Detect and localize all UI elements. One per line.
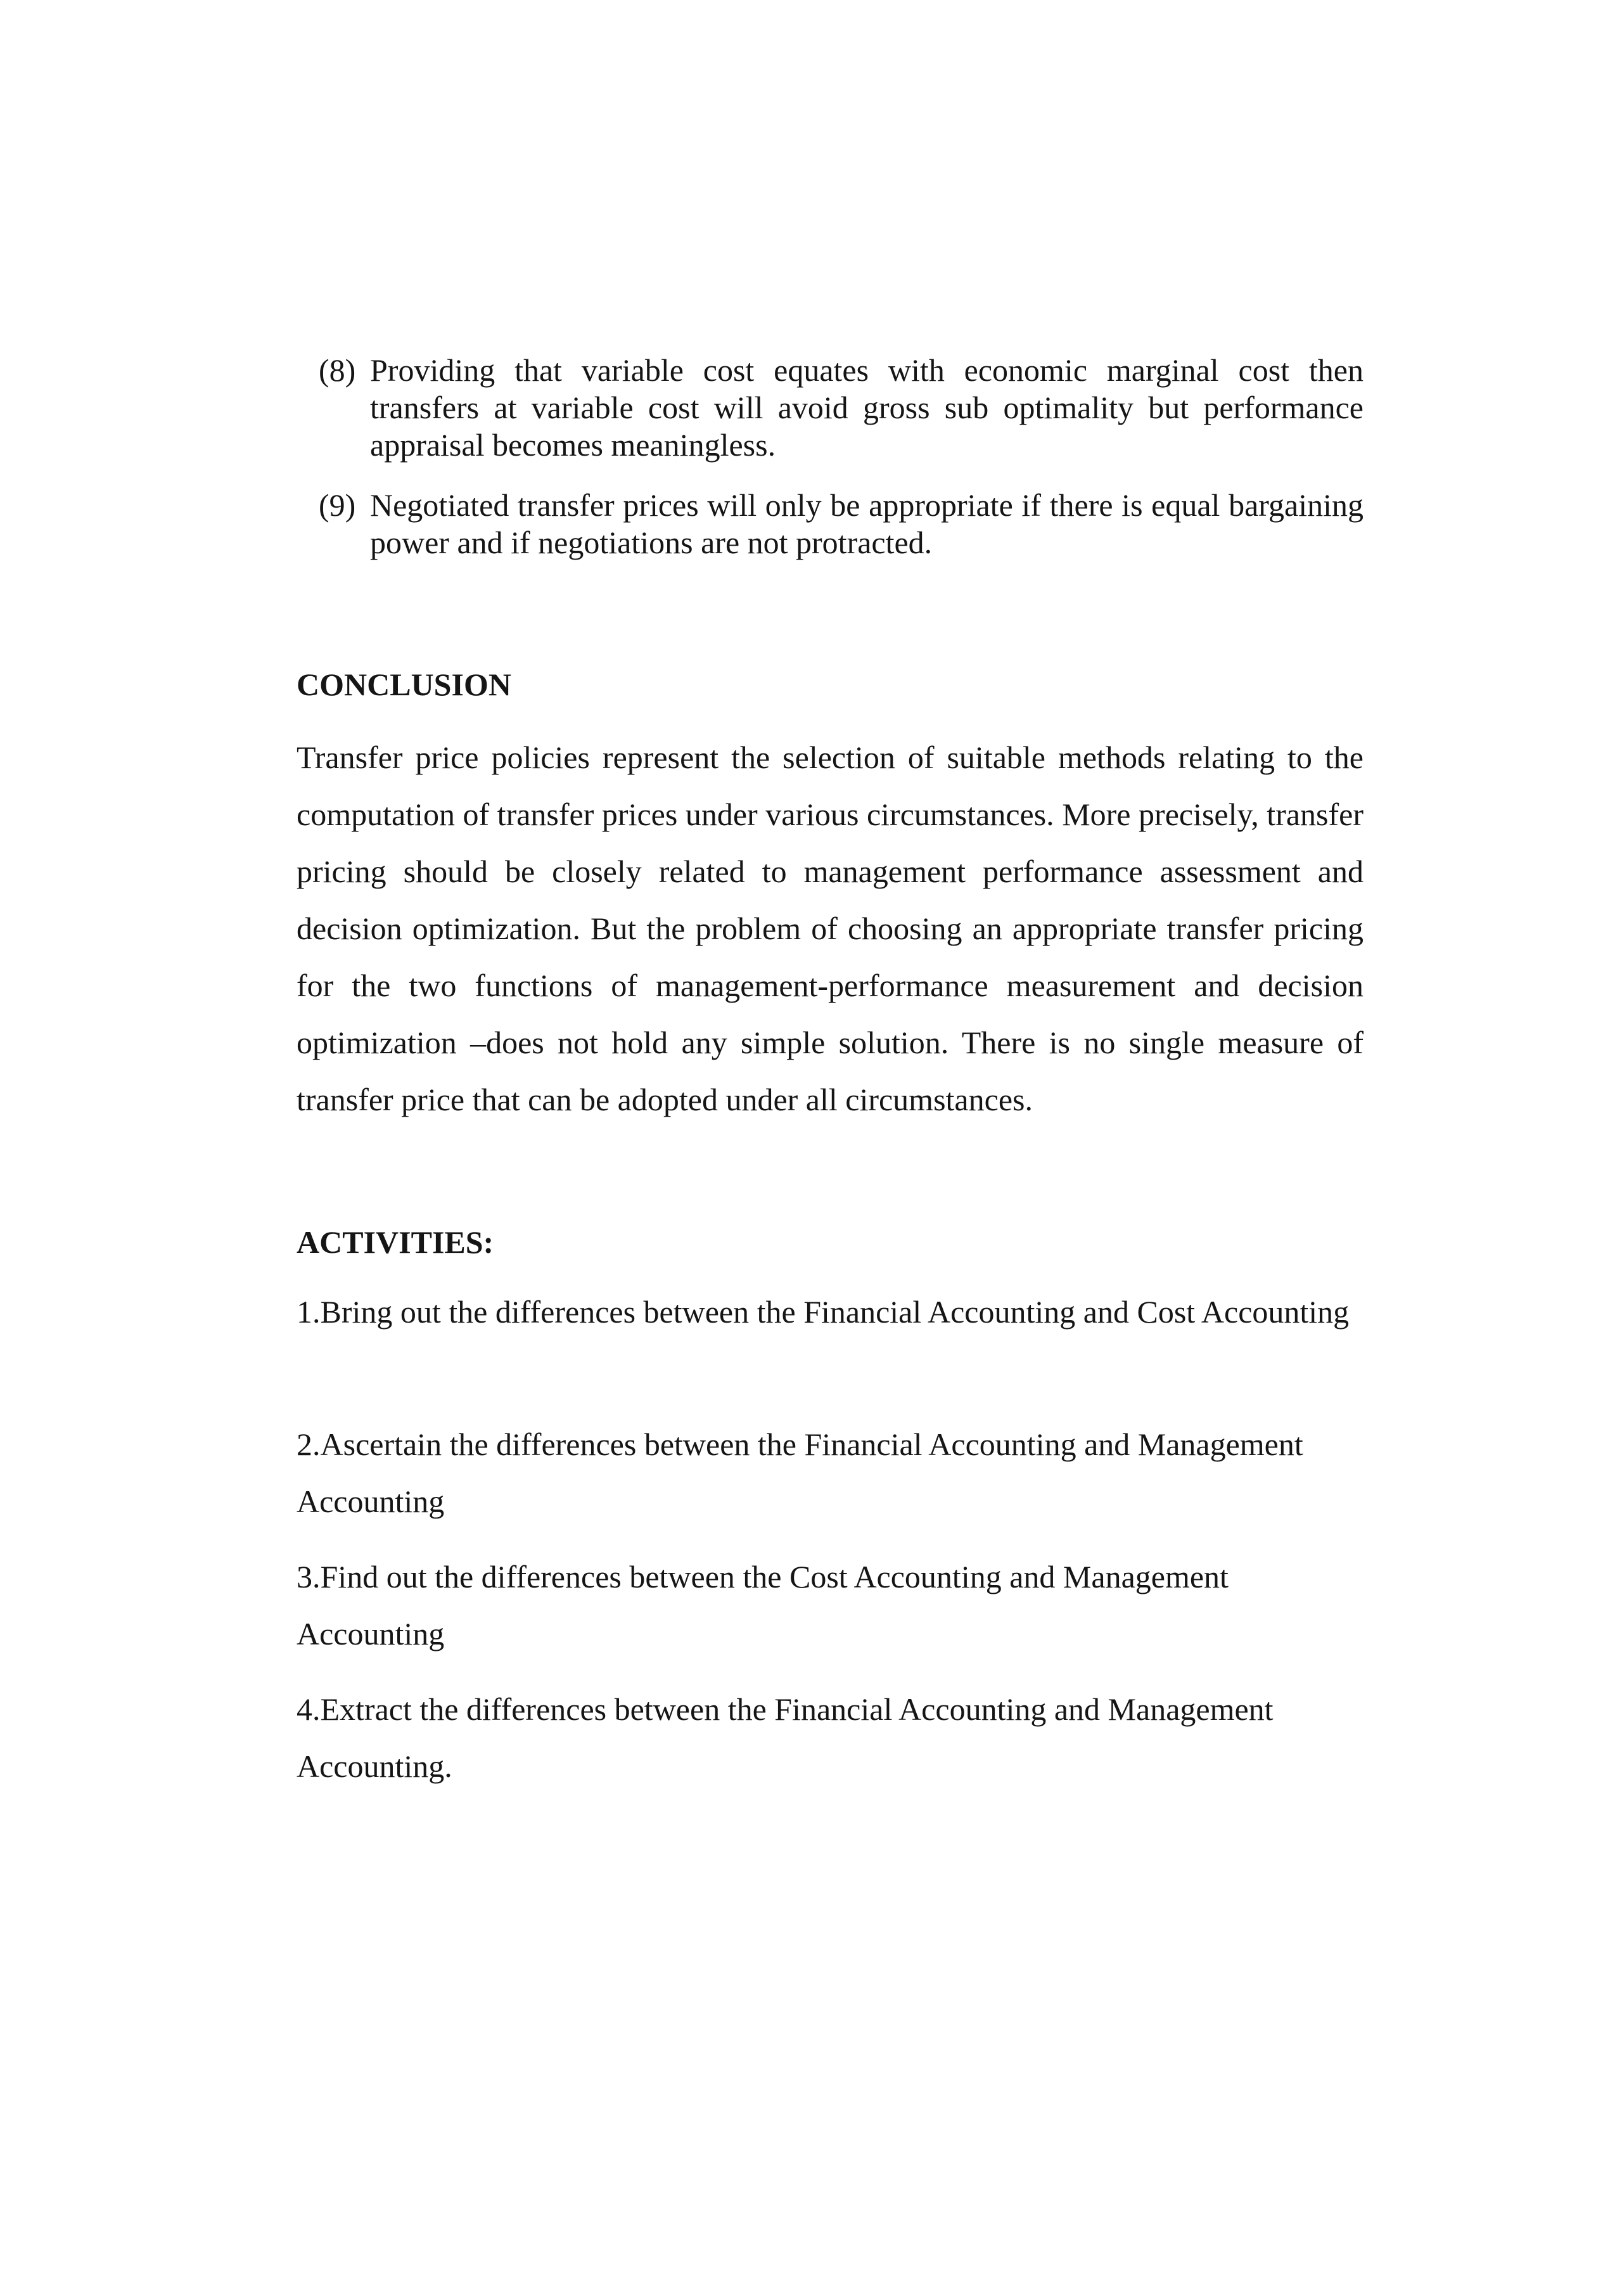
conclusion-heading: CONCLUSION xyxy=(297,667,511,702)
activity-item-4: 4.Extract the differences between the Financial Accounting and Management Accounting. xyxy=(297,1691,1274,1784)
activities-heading: ACTIVITIES: xyxy=(297,1224,494,1260)
list-item-9 xyxy=(319,487,1363,561)
list-item-number: (8) xyxy=(319,352,356,388)
list-item-text: Providing that variable cost equates with economic marginal cost then transfers at variable cost will avoid gross sub optimality but performance appraisal becomes meaningless. xyxy=(370,352,1363,463)
list-item-number: (9) xyxy=(319,487,356,523)
activity-item-1: 1.Bring out the differences between the Financial Accounting and Cost Accounting xyxy=(297,1294,1350,1330)
list-item-text: Negotiated transfer prices will only be appropriate if there is equal bargaining power and if negotiations are not protracted. xyxy=(370,487,1363,560)
activity-item-2: 2.Ascertain the differences between the Financial Accounting and Management Accounting xyxy=(297,1427,1303,1519)
conclusion-paragraph: Transfer price policies represent the selection of suitable methods relating to the computation of transfer prices under various circumstances. More precisely, transfer pricing should be closely related to management performance assessment and decision optimization. But the problem of choosing an appropriate transfer pricing for the two functions of management-performance measurement and decision optimization –does not hold any simple solution. There is no single measure of transfer price that can be adopted under all circumstances. xyxy=(297,740,1363,1117)
list-item-8 xyxy=(319,352,1363,464)
activity-item-3: 3.Find out the differences between the Cost Accounting and Management Accounting xyxy=(297,1559,1229,1651)
